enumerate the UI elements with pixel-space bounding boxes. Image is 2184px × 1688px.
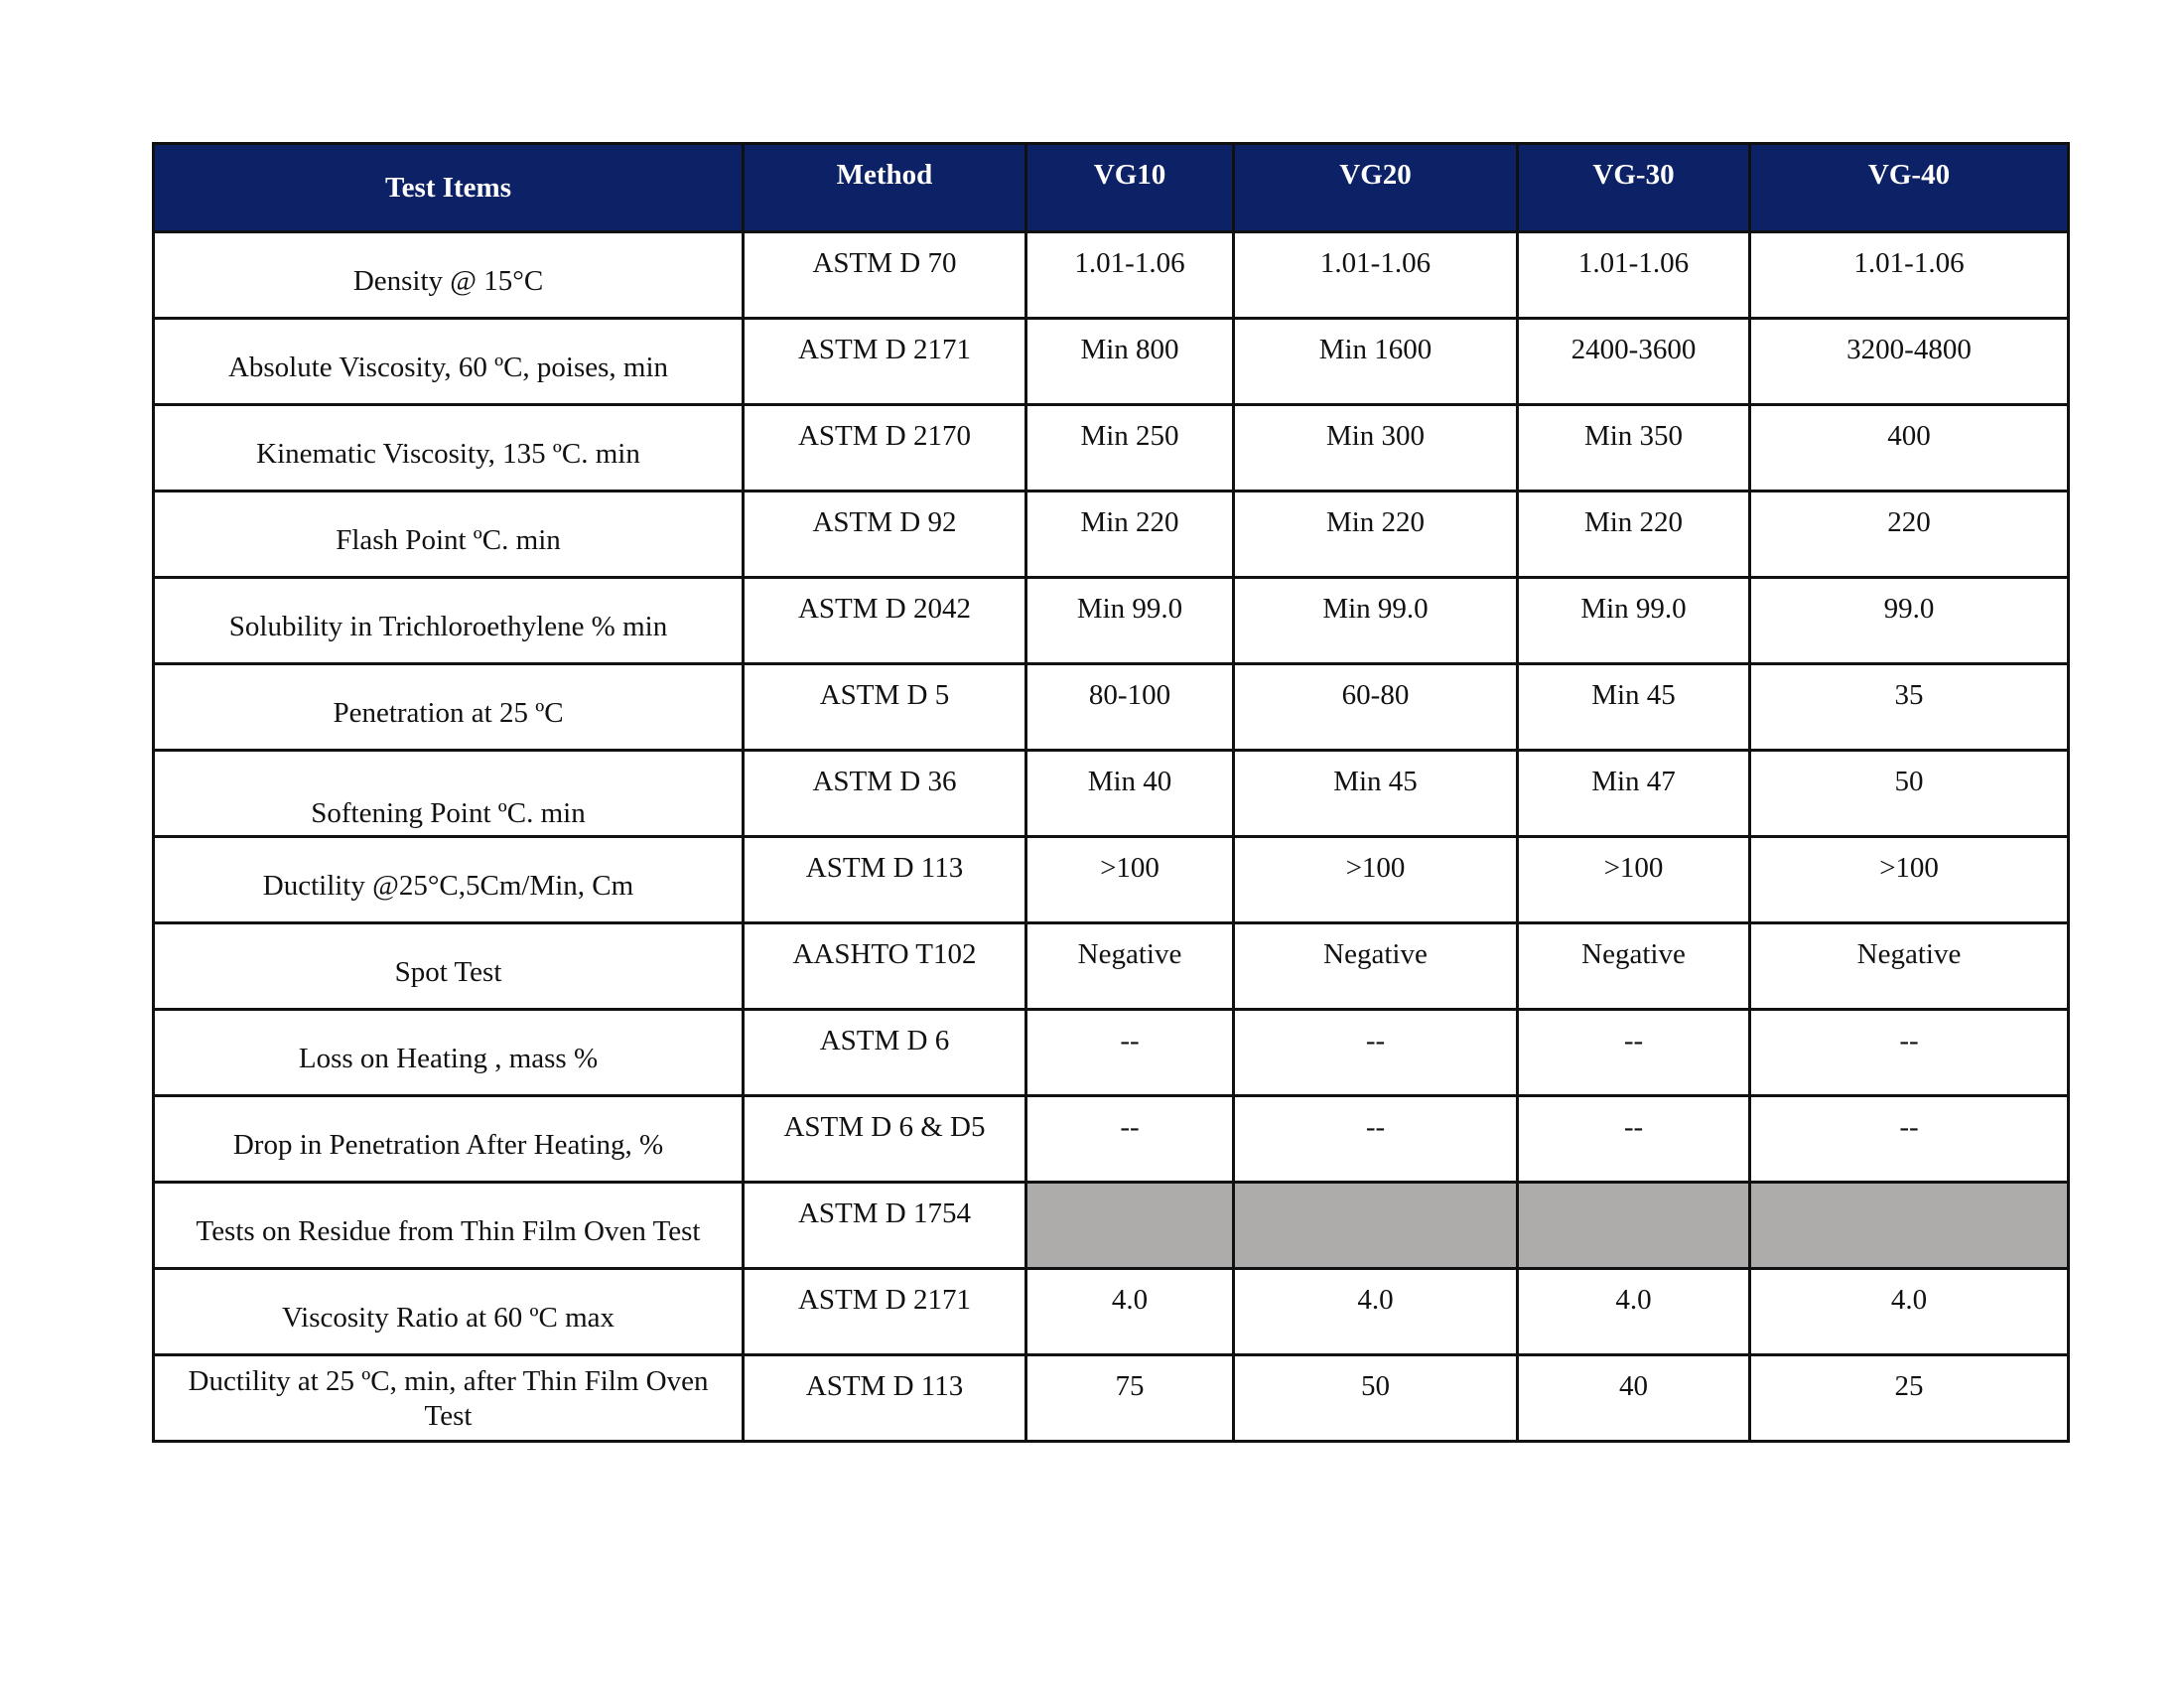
method-cell: ASTM D 2042 [744, 578, 1026, 664]
table-row [154, 837, 2069, 923]
header-row [154, 144, 2069, 232]
method-cell: ASTM D 36 [744, 751, 1026, 837]
table-row [154, 1269, 2069, 1355]
vg20-value-cell: >100 [1234, 837, 1518, 923]
shaded-cell [1026, 1183, 1234, 1269]
vg30-value-cell: >100 [1518, 837, 1750, 923]
method-cell: ASTM D 113 [744, 1355, 1026, 1442]
table-body [154, 232, 2069, 1442]
table-row [154, 232, 2069, 319]
vg10-value-cell: Min 250 [1026, 405, 1234, 492]
vg30-value-cell: Min 350 [1518, 405, 1750, 492]
table-row [154, 1183, 2069, 1269]
test-item-cell: Loss on Heating , mass % [154, 1010, 744, 1096]
table-row [154, 923, 2069, 1010]
method-cell: ASTM D 2171 [744, 319, 1026, 405]
test-item-cell: Ductility at 25 ºC, min, after Thin Film Oven Test [154, 1355, 744, 1442]
vg20-value-cell: 50 [1234, 1355, 1518, 1442]
header-test-items: Test Items [154, 144, 744, 232]
vg10-value-cell: Min 220 [1026, 492, 1234, 578]
vg20-value-cell: -- [1234, 1096, 1518, 1183]
vg10-value-cell: 1.01-1.06 [1026, 232, 1234, 319]
vg40-value-cell: -- [1750, 1096, 2069, 1183]
method-cell: ASTM D 1754 [744, 1183, 1026, 1269]
header-vg10: VG10 [1026, 144, 1234, 232]
vg30-value-cell: Negative [1518, 923, 1750, 1010]
vg20-value-cell: Min 300 [1234, 405, 1518, 492]
test-item-cell: Solubility in Trichloroethylene % min [154, 578, 744, 664]
table-row [154, 405, 2069, 492]
vg10-value-cell: -- [1026, 1010, 1234, 1096]
vg20-value-cell: 1.01-1.06 [1234, 232, 1518, 319]
method-cell: ASTM D 92 [744, 492, 1026, 578]
method-cell: ASTM D 113 [744, 837, 1026, 923]
vg40-value-cell: 220 [1750, 492, 2069, 578]
test-item-cell: Absolute Viscosity, 60 ºC, poises, min [154, 319, 744, 405]
table-row [154, 664, 2069, 751]
header-vg20: VG20 [1234, 144, 1518, 232]
vg10-value-cell: 80-100 [1026, 664, 1234, 751]
test-item-cell: Tests on Residue from Thin Film Oven Test [154, 1183, 744, 1269]
vg40-value-cell: 25 [1750, 1355, 2069, 1442]
vg40-value-cell: 3200-4800 [1750, 319, 2069, 405]
header-vg40: VG-40 [1750, 144, 2069, 232]
vg20-value-cell: Negative [1234, 923, 1518, 1010]
vg30-value-cell: Min 99.0 [1518, 578, 1750, 664]
vg10-value-cell: Min 99.0 [1026, 578, 1234, 664]
shaded-cell [1518, 1183, 1750, 1269]
test-item-cell: Ductility @25°C,5Cm/Min, Cm [154, 837, 744, 923]
test-item-cell: Kinematic Viscosity, 135 ºC. min [154, 405, 744, 492]
test-item-cell: Softening Point ºC. min [154, 751, 744, 837]
vg20-value-cell: Min 45 [1234, 751, 1518, 837]
method-cell: ASTM D 70 [744, 232, 1026, 319]
header-vg30: VG-30 [1518, 144, 1750, 232]
vg10-value-cell: 75 [1026, 1355, 1234, 1442]
vg30-value-cell: 4.0 [1518, 1269, 1750, 1355]
test-item-cell: Density @ 15°C [154, 232, 744, 319]
vg40-value-cell: 4.0 [1750, 1269, 2069, 1355]
vg10-value-cell: Min 800 [1026, 319, 1234, 405]
table-header [154, 144, 2069, 232]
table-row [154, 1355, 2069, 1442]
vg20-value-cell: Min 220 [1234, 492, 1518, 578]
table-row [154, 578, 2069, 664]
vg10-value-cell: >100 [1026, 837, 1234, 923]
method-cell: ASTM D 6 [744, 1010, 1026, 1096]
shaded-cell [1750, 1183, 2069, 1269]
test-item-cell: Drop in Penetration After Heating, % [154, 1096, 744, 1183]
vg40-value-cell: 35 [1750, 664, 2069, 751]
vg40-value-cell: -- [1750, 1010, 2069, 1096]
vg30-value-cell: 2400-3600 [1518, 319, 1750, 405]
test-item-cell: Penetration at 25 ºC [154, 664, 744, 751]
header-method: Method [744, 144, 1026, 232]
method-cell: ASTM D 5 [744, 664, 1026, 751]
vg40-value-cell: 99.0 [1750, 578, 2069, 664]
vg10-value-cell: Negative [1026, 923, 1234, 1010]
method-cell: ASTM D 2170 [744, 405, 1026, 492]
method-cell: ASTM D 6 & D5 [744, 1096, 1026, 1183]
vg40-value-cell: 50 [1750, 751, 2069, 837]
method-cell: AASHTO T102 [744, 923, 1026, 1010]
table-row [154, 492, 2069, 578]
shaded-cell [1234, 1183, 1518, 1269]
vg40-value-cell: >100 [1750, 837, 2069, 923]
vg30-value-cell: Min 45 [1518, 664, 1750, 751]
bitumen-spec-table [152, 142, 2070, 1443]
table-row [154, 1096, 2069, 1183]
vg40-value-cell: 400 [1750, 405, 2069, 492]
vg30-value-cell: Min 220 [1518, 492, 1750, 578]
vg40-value-cell: Negative [1750, 923, 2069, 1010]
vg20-value-cell: 4.0 [1234, 1269, 1518, 1355]
test-item-cell: Flash Point ºC. min [154, 492, 744, 578]
table-row [154, 319, 2069, 405]
vg20-value-cell: Min 1600 [1234, 319, 1518, 405]
method-cell: ASTM D 2171 [744, 1269, 1026, 1355]
table-row [154, 1010, 2069, 1096]
vg30-value-cell: 1.01-1.06 [1518, 232, 1750, 319]
vg30-value-cell: -- [1518, 1010, 1750, 1096]
vg30-value-cell: -- [1518, 1096, 1750, 1183]
vg20-value-cell: 60-80 [1234, 664, 1518, 751]
vg20-value-cell: Min 99.0 [1234, 578, 1518, 664]
vg10-value-cell: 4.0 [1026, 1269, 1234, 1355]
vg40-value-cell: 1.01-1.06 [1750, 232, 2069, 319]
table-row [154, 751, 2069, 837]
vg30-value-cell: 40 [1518, 1355, 1750, 1442]
vg20-value-cell: -- [1234, 1010, 1518, 1096]
vg10-value-cell: -- [1026, 1096, 1234, 1183]
vg10-value-cell: Min 40 [1026, 751, 1234, 837]
test-item-cell: Viscosity Ratio at 60 ºC max [154, 1269, 744, 1355]
test-item-cell: Spot Test [154, 923, 744, 1010]
vg30-value-cell: Min 47 [1518, 751, 1750, 837]
